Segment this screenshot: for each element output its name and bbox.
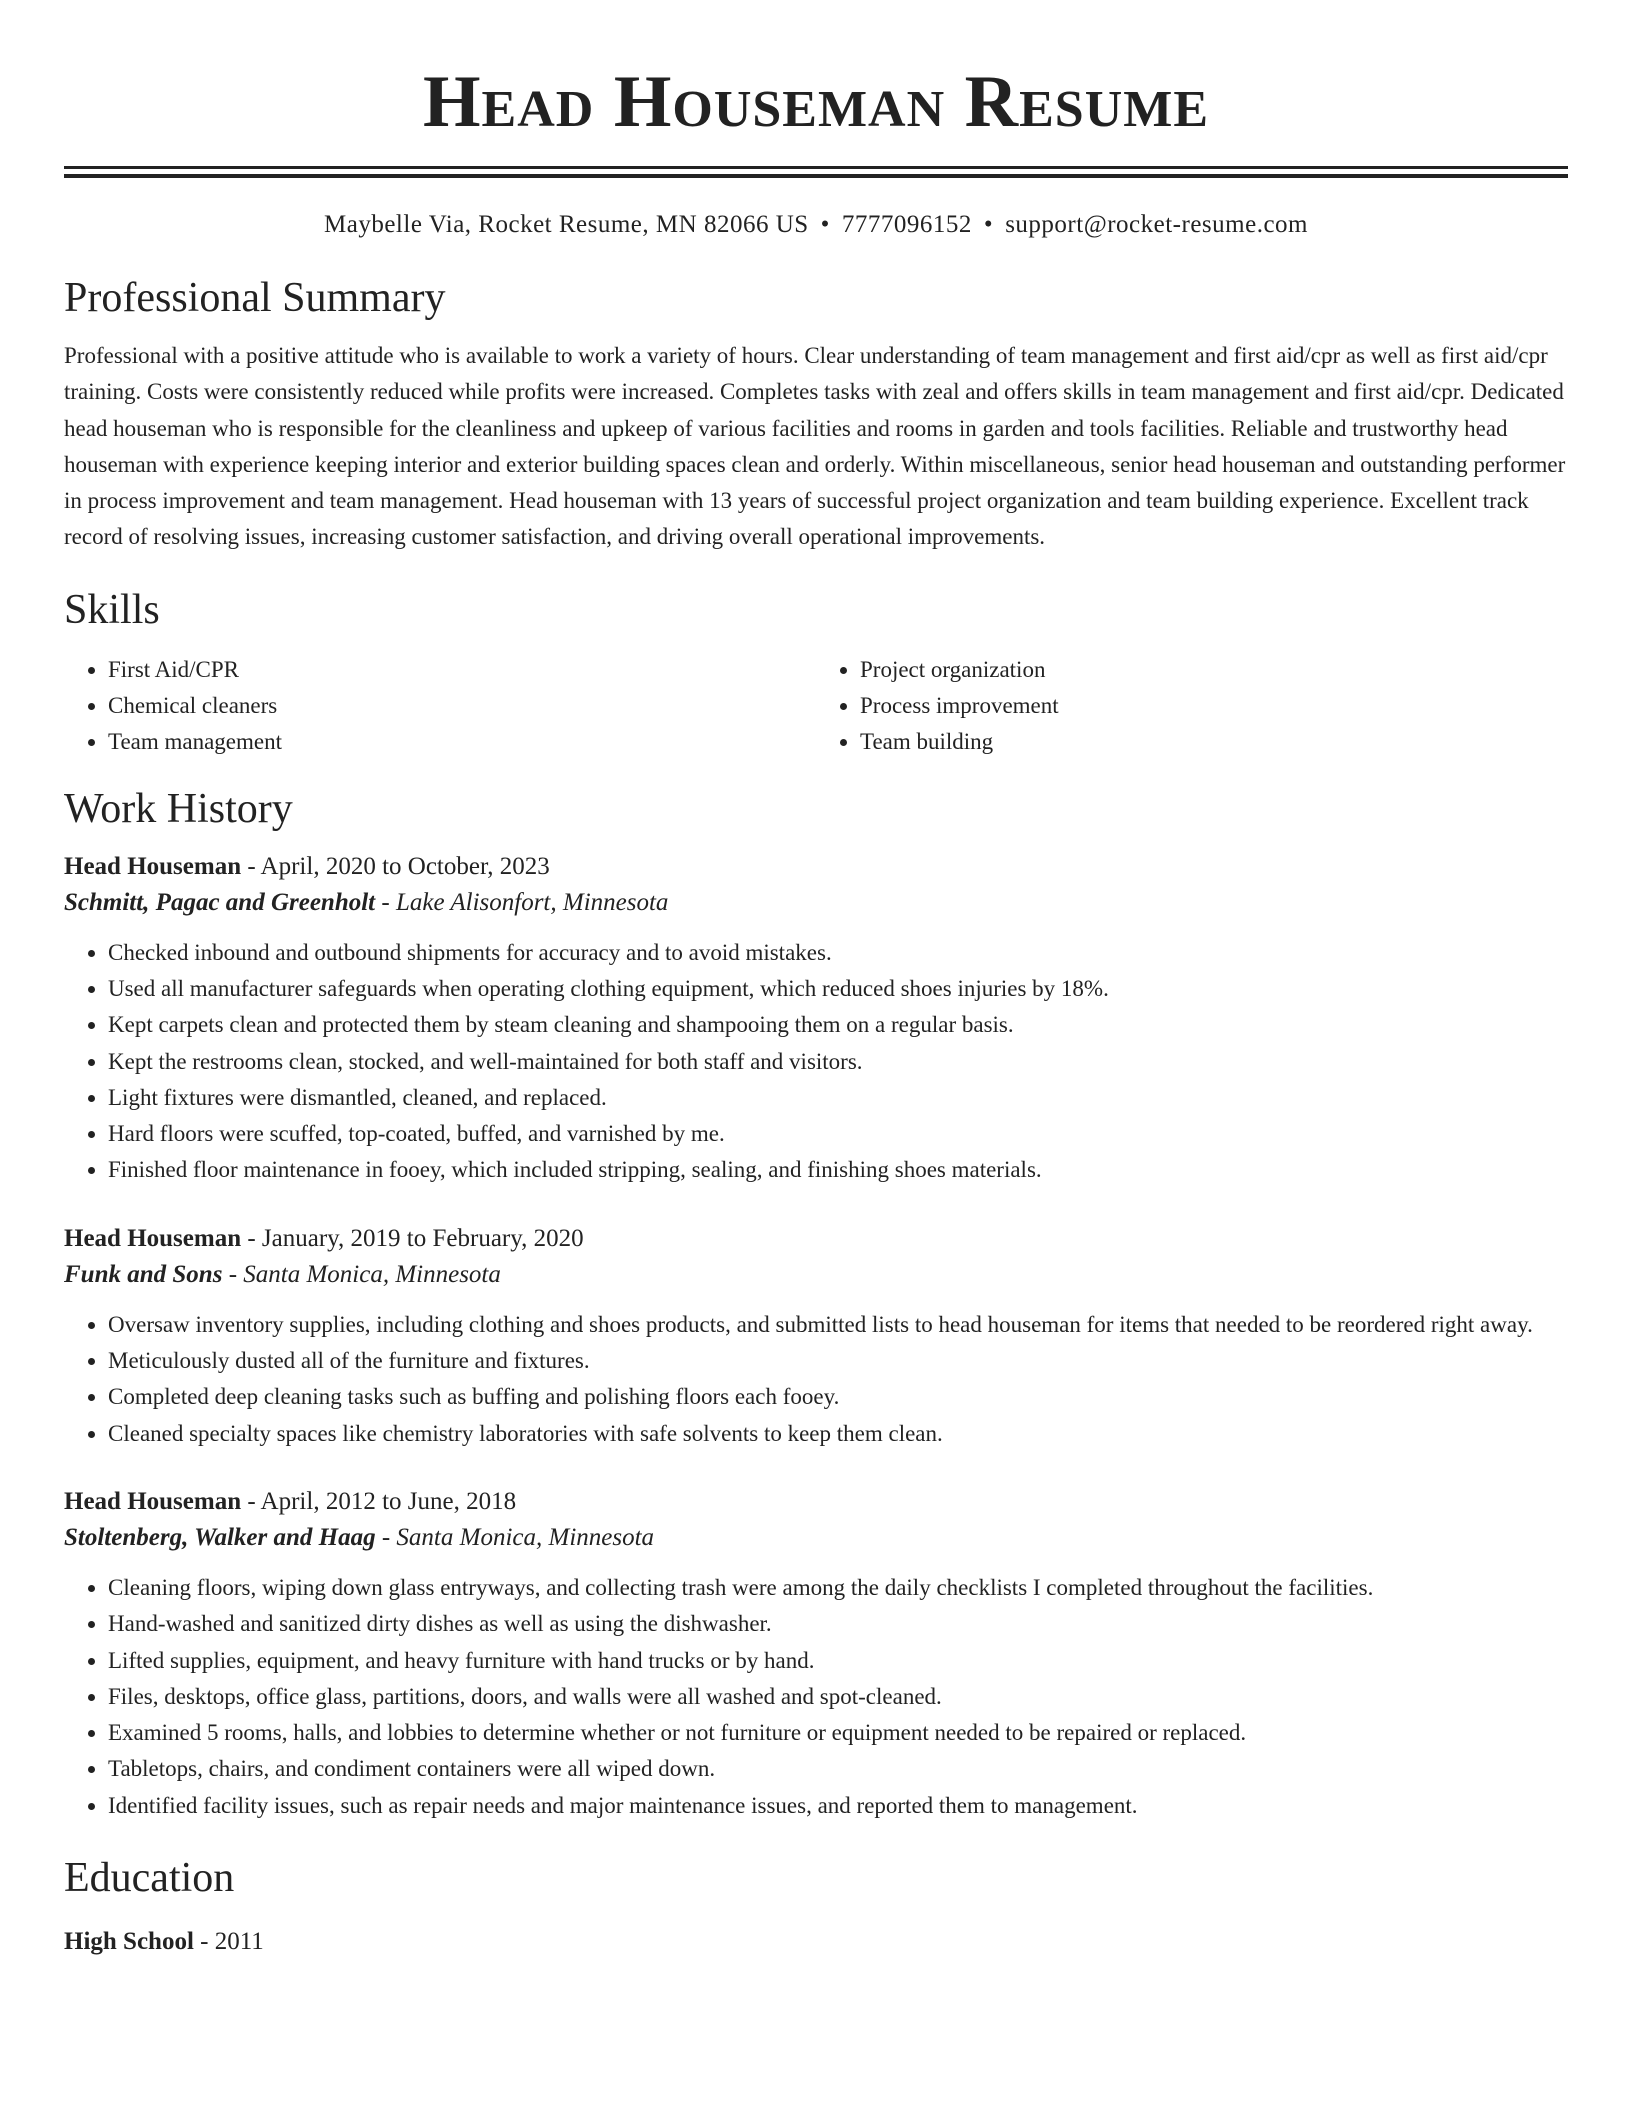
education-year: - 2011 xyxy=(193,1928,264,1956)
job-company-line xyxy=(64,885,1568,921)
skill-item: • Team building xyxy=(860,724,1568,760)
job-bullet: • Kept carpets clean and protected them by steam cleaning and shampooing them on a regular basis. xyxy=(108,1007,1568,1043)
job-dates: - April, 2012 to June, 2018 xyxy=(241,1487,517,1515)
job-company-line xyxy=(64,1520,1568,1556)
job-bullet: • Checked inbound and outbound shipments for accuracy and to avoid mistakes. xyxy=(108,935,1568,971)
work-history-heading: Work History xyxy=(64,785,293,832)
title-rule-top xyxy=(64,166,1568,169)
job-bullet: • Hard floors were scuffed, top-coated, buffed, and varnished by me. xyxy=(108,1116,1568,1152)
job-bullet: • Oversaw inventory supplies, including clothing and shoes products, and submitted lists to head houseman for items that needed to be reordered right away. xyxy=(108,1307,1568,1343)
skill-item: • First Aid/CPR xyxy=(108,652,816,688)
skills-heading: Skills xyxy=(64,586,160,633)
job-bullets xyxy=(64,1307,1568,1452)
job-location: - Santa Monica, Minnesota xyxy=(375,1523,655,1551)
contact-address: Maybelle Via, Rocket Resume, MN 82066 US xyxy=(324,211,809,238)
education-degree: High School xyxy=(64,1928,194,1956)
contact-phone: 7777096152 xyxy=(841,211,972,238)
job-location: - Santa Monica, Minnesota xyxy=(222,1260,501,1288)
job-bullet: • Cleaning floors, wiping down glass entryways, and collecting trash were among the daily checklists I completed throughout the facilities. xyxy=(108,1570,1568,1606)
job-bullet: • Files, desktops, office glass, partitions, doors, and walls were all washed and spot-cleaned. xyxy=(108,1679,1568,1715)
education-heading: Education xyxy=(64,1855,235,1902)
summary-heading: Professional Summary xyxy=(64,275,446,321)
job-dates: - January, 2019 to February, 2020 xyxy=(241,1224,584,1252)
job-bullet: • Kept the restrooms clean, stocked, and well-maintained for both staff and visitors. xyxy=(108,1044,1568,1080)
job-title: Head Houseman xyxy=(64,852,242,880)
resume-title: Head Houseman Resume xyxy=(422,61,1210,143)
skills-list-right xyxy=(816,652,1568,761)
job-bullets xyxy=(64,935,1568,1189)
skill-item: • Chemical cleaners xyxy=(108,688,816,724)
skill-item: • Project organization xyxy=(860,652,1568,688)
job-bullet: • Meticulously dusted all of the furniture and fixtures. xyxy=(108,1343,1568,1379)
job-bullet: • Cleaned specialty spaces like chemistry laboratories with safe solvents to keep them clean. xyxy=(108,1416,1568,1452)
job-title: Head Houseman xyxy=(64,1224,242,1252)
skills-list-left xyxy=(64,652,816,761)
job-bullet: • Finished floor maintenance in fooey, which included stripping, sealing, and finishing shoes materials. xyxy=(108,1152,1568,1188)
job-title-line xyxy=(64,849,1568,885)
job-location: - Lake Alisonfort, Minnesota xyxy=(375,888,669,916)
skill-item: • Process improvement xyxy=(860,688,1568,724)
contact-email: support@rocket-resume.com xyxy=(1005,211,1308,238)
job-company-line xyxy=(64,1257,1568,1293)
title-rule-bottom xyxy=(64,174,1568,178)
job-entry xyxy=(64,1221,1568,1452)
job-title-line xyxy=(64,1484,1568,1520)
job-company: Funk and Sons xyxy=(64,1260,223,1288)
job-dates: - April, 2020 to October, 2023 xyxy=(241,852,550,880)
job-bullet: • Light fixtures were dismantled, cleaned, and replaced. xyxy=(108,1080,1568,1116)
contact-line xyxy=(64,208,1568,242)
job-bullet: • Identified facility issues, such as repair needs and major maintenance issues, and reported them to management. xyxy=(108,1788,1568,1824)
summary-text: Professional with a positive attitude who is available to work a variety of hours. Clear understanding of team management and first aid/cpr as well as first aid/cpr training. Costs were consistently reduced while profits were increased. Completes tasks with zeal and offers skills in team management and first aid/cpr. Dedicated head houseman who is responsible for the cleanliness and upkeep of various facilities and rooms in garden and tools facilities. Reliable and trustworthy head houseman with experience keeping interior and exterior building spaces clean and orderly. Within miscellaneous, senior head houseman and outstanding performer in process improvement and team management. Head houseman with 13 years of successful project organization and team building experience. Excellent track record of resolving issues, increasing customer satisfaction, and driving overall operational improvements. xyxy=(64,343,1566,550)
job-bullet: • Tabletops, chairs, and condiment containers were all wiped down. xyxy=(108,1751,1568,1787)
job-entry xyxy=(64,1484,1568,1824)
job-bullet: • Examined 5 rooms, halls, and lobbies to determine whether or not furniture or equipment needed to be repaired or replaced. xyxy=(108,1715,1568,1751)
contact-separator: • xyxy=(983,211,994,238)
job-bullet: • Hand-washed and sanitized dirty dishes as well as using the dishwasher. xyxy=(108,1606,1568,1642)
job-bullet: • Lifted supplies, equipment, and heavy furniture with hand trucks or by hand. xyxy=(108,1643,1568,1679)
job-bullet: • Used all manufacturer safeguards when operating clothing equipment, which reduced shoes injuries by 18%. xyxy=(108,971,1568,1007)
skill-item: • Team management xyxy=(108,724,816,760)
job-bullet: • Completed deep cleaning tasks such as buffing and polishing floors each fooey. xyxy=(108,1379,1568,1415)
job-title: Head Houseman xyxy=(64,1487,242,1515)
job-bullets xyxy=(64,1570,1568,1824)
job-company: Schmitt, Pagac and Greenholt xyxy=(64,888,376,916)
job-entry xyxy=(64,849,1568,1189)
education-entry xyxy=(64,1924,1568,1960)
job-title-line xyxy=(64,1221,1568,1257)
skills-columns xyxy=(64,652,1568,761)
contact-separator: • xyxy=(820,211,830,238)
job-company: Stoltenberg, Walker and Haag xyxy=(64,1523,376,1551)
